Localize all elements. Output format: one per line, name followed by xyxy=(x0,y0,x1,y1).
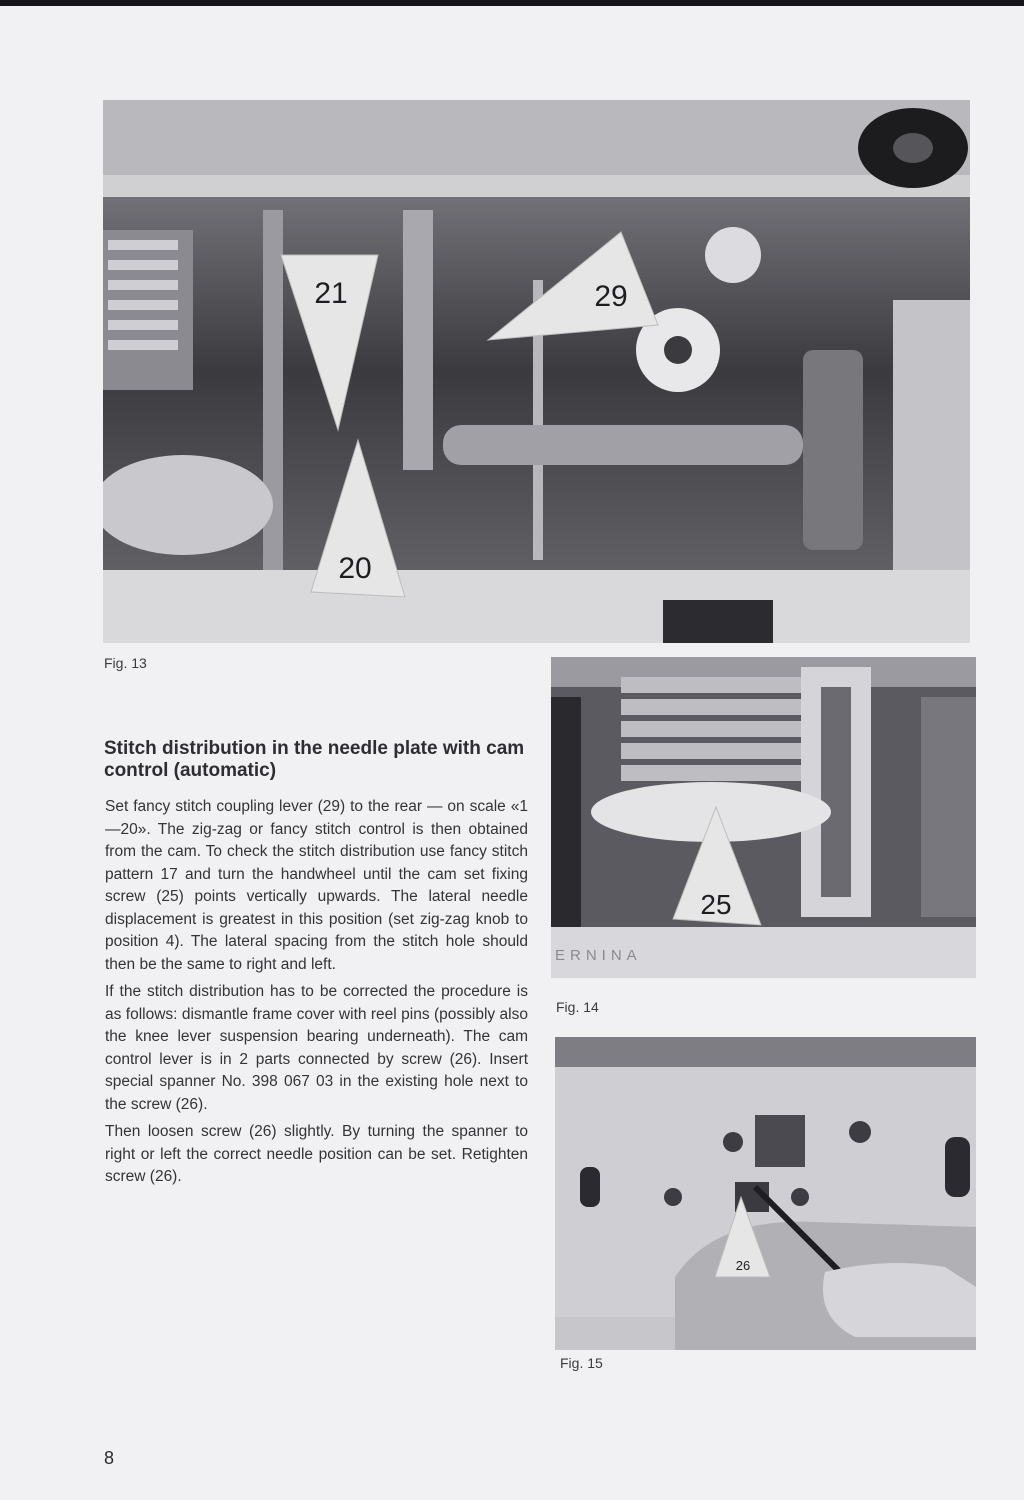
callout-26: 26 xyxy=(735,1258,751,1273)
figure-13-photo xyxy=(103,100,970,643)
callout-20: 20 xyxy=(338,552,372,585)
section-heading: Stitch distribution in the needle plate with cam control (automatic) xyxy=(104,738,525,781)
figure-15-photo xyxy=(555,1037,976,1350)
figure-14-caption: Fig. 14 xyxy=(556,999,599,1015)
body-paragraph-2: If the stitch distribution has to be corrected the procedure is as follows: dismantle frame cover with reel pins (possibly also the knee lever suspension bearing underneath). The cam control lever is in 2 parts connected by screw (26). Insert special spanner No. 398 067 03 in the existing hole next to the screw (26). xyxy=(105,983,528,1113)
page-top-edge xyxy=(0,0,1024,6)
callout-21: 21 xyxy=(314,277,348,310)
body-paragraph-3: Then loosen screw (26) slightly. By turning the spanner to right or left the correct needle position can be set. Retighten screw (26). xyxy=(105,1123,528,1185)
callout-25: 25 xyxy=(700,889,732,920)
page-number: 8 xyxy=(104,1448,115,1468)
figure-15-caption: Fig. 15 xyxy=(560,1355,603,1371)
figure-13-caption: Fig. 13 xyxy=(104,655,147,671)
figure-14-photo xyxy=(551,657,976,978)
body-paragraph-1: Set fancy stitch coupling lever (29) to the rear — on scale «1—20». The zig-zag or fancy stitch control is then obtained from the cam. To check the stitch distribution use fancy stitch pattern 17 and turn the handwheel until the cam set fixing screw (25) points vertically upwards. The lateral needle displacement is greatest in this position (set zig-zag knob to position 4). The lateral spacing from the stitch hole should then be the same to right and left. xyxy=(105,798,528,973)
callout-29: 29 xyxy=(594,280,628,313)
section-body xyxy=(105,796,528,1194)
fig14-brand-text: ERNINA xyxy=(555,947,642,964)
